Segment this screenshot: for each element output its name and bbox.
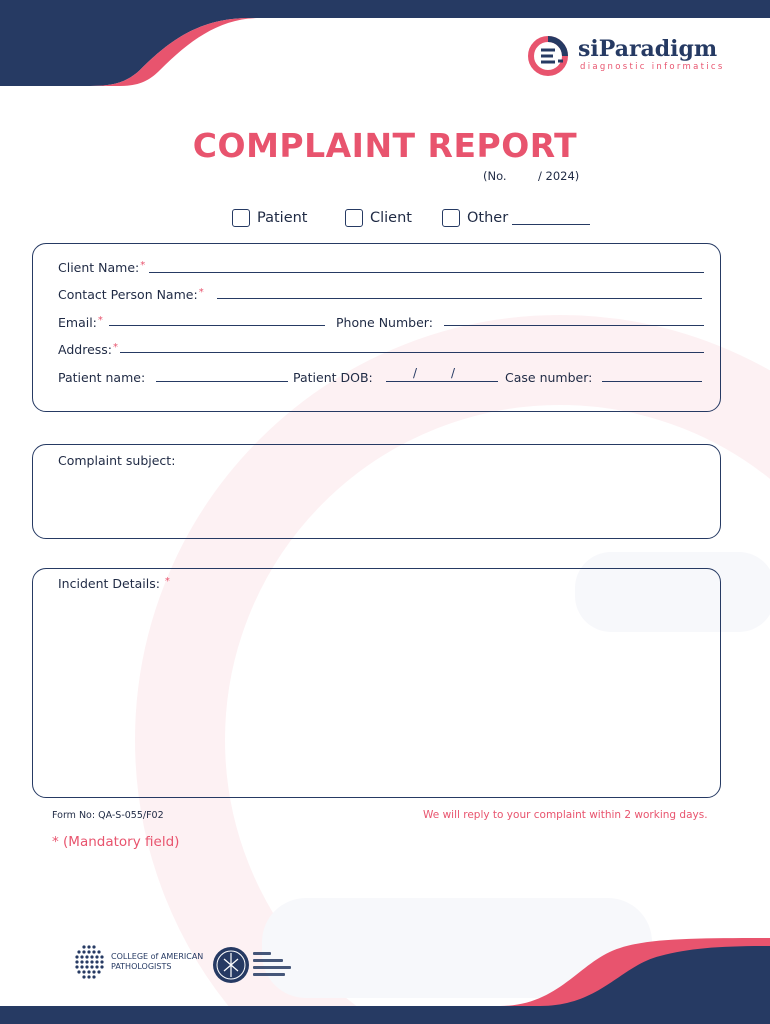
patient-dob-label: Patient DOB: (293, 370, 373, 385)
phone-number-label: Phone Number: (336, 315, 433, 330)
report-number-prefix: (No. (483, 169, 507, 183)
bottom-band (0, 1006, 770, 1024)
phone-number-field[interactable] (444, 325, 704, 326)
checkbox-box[interactable] (232, 209, 250, 227)
cap-logo-text (111, 952, 203, 972)
patient-name-label: Patient name: (58, 370, 146, 385)
email-label (58, 315, 103, 330)
checkbox-client[interactable] (345, 209, 412, 227)
clia-seal-wording (253, 951, 301, 981)
logo-tagline: diagnostic informatics (580, 62, 725, 72)
mandatory-field-note: * (Mandatory field) (52, 834, 180, 850)
checkbox-other[interactable] (442, 209, 590, 227)
required-mark: * (164, 576, 170, 587)
complaint-subject-label: Complaint subject: (58, 453, 176, 468)
reply-note: We will reply to your complaint within 2 working days. (423, 809, 708, 821)
incident-details-label (58, 576, 170, 591)
patient-name-field[interactable] (156, 381, 288, 382)
required-mark: * (140, 260, 146, 271)
cap-dots-icon (74, 944, 108, 980)
client-name-label (58, 260, 145, 275)
case-number-label: Case number: (505, 370, 593, 385)
email-text: Email: (58, 315, 97, 330)
patient-dob-field[interactable] (386, 381, 498, 382)
required-mark: * (113, 342, 118, 353)
document-title: COMPLAINT REPORT (192, 126, 578, 165)
address-field[interactable] (120, 352, 704, 353)
form-number: Form No: QA-S-055/F02 (52, 810, 164, 821)
cap-line-2: PATHOLOGISTS (111, 962, 172, 971)
other-specify-line[interactable] (512, 212, 590, 225)
incident-details-box[interactable] (32, 568, 721, 798)
client-name-text: Client Name: (58, 260, 140, 275)
required-mark: * (198, 287, 204, 298)
report-number-suffix: / 2024) (538, 169, 580, 183)
contact-person-field[interactable] (217, 298, 702, 299)
checkbox-label: Other (467, 210, 509, 226)
checkbox-label: Client (370, 210, 412, 226)
case-number-field[interactable] (602, 381, 702, 382)
clia-accreditation-logo (212, 945, 302, 985)
contact-person-label (58, 287, 204, 302)
logo-wordmark: siParadigm (578, 36, 718, 62)
incident-details-text: Incident Details: (58, 576, 160, 591)
clia-seal-icon (212, 945, 252, 985)
address-label (58, 342, 118, 357)
required-mark: * (97, 315, 103, 326)
checkbox-box[interactable] (442, 209, 460, 227)
checkbox-box[interactable] (345, 209, 363, 227)
logo-mark-icon (528, 36, 570, 76)
dob-separator: / (413, 366, 418, 380)
checkbox-patient[interactable] (232, 209, 308, 227)
checkbox-label: Patient (257, 210, 308, 226)
contact-person-text: Contact Person Name: (58, 287, 198, 302)
cap-line-1: COLLEGE of AMERICAN (111, 952, 204, 961)
email-field[interactable] (109, 325, 325, 326)
cap-accreditation-logo (74, 944, 204, 980)
client-name-field[interactable] (149, 272, 704, 273)
company-logo (528, 36, 728, 76)
address-text: Address: (58, 342, 112, 357)
top-left-swoosh-navy (0, 0, 250, 86)
dob-separator: / (451, 366, 456, 380)
